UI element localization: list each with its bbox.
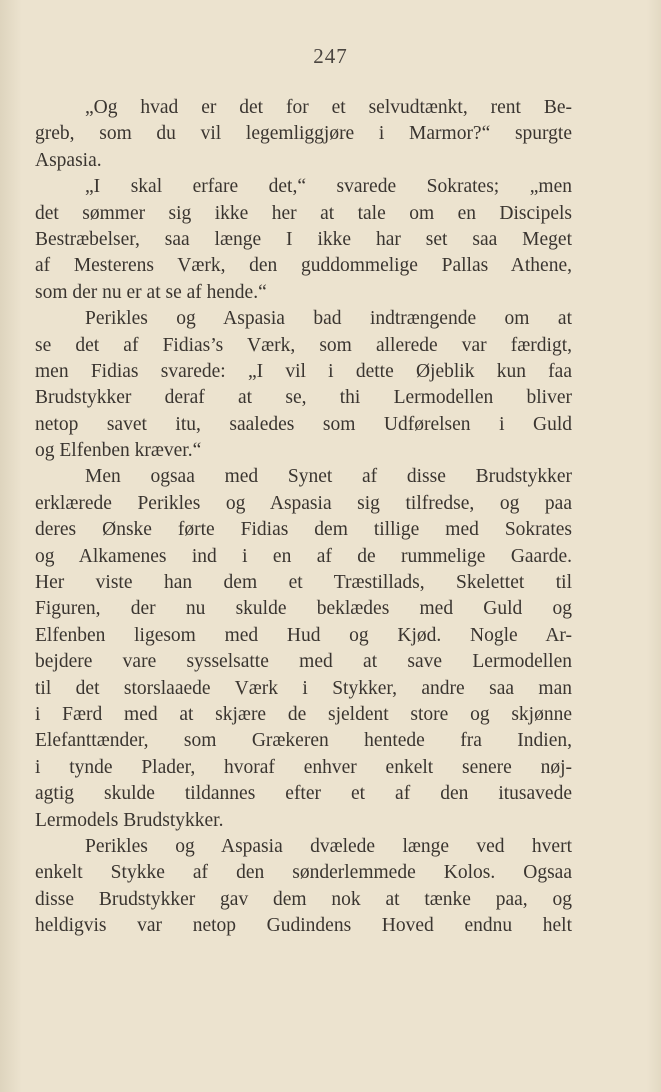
text-line: greb, som du vil legemliggjøre i Marmor?“ spurgte [35, 123, 572, 145]
text-line: i tynde Plader, hvoraf enhver enkelt senere nøj- [35, 756, 572, 778]
text-line: netop savet itu, saaledes som Udførelsen i Guld [35, 413, 572, 435]
page-number: 247 [313, 44, 348, 68]
text-line: Brudstykker deraf at se, thi Lermodellen bliver [35, 387, 572, 409]
text-line: erklærede Perikles og Aspasia sig tilfredse, og paa [35, 492, 572, 514]
text-line: men Fidias svarede: „I vil i dette Øjeblik kun faa [35, 360, 572, 382]
text-line: Elefanttænder, som Grækeren hentede fra Indien, [35, 730, 572, 752]
text-line: „I skal erfare det,“ svarede Sokrates; „men [85, 176, 572, 198]
text-line: i Færd med at skjære de sjeldent store og skjønne [35, 703, 572, 725]
text-line: Aspasia. [35, 149, 102, 171]
text-line: Her viste han dem et Træstillads, Skelettet til [35, 572, 572, 594]
text-line: se det af Fidias’s Værk, som allerede var færdigt, [35, 334, 572, 356]
text-line: og Elfenben kræver.“ [35, 440, 202, 462]
text-line: heldigvis var netop Gudindens Hoved endnu helt [35, 915, 572, 937]
text-line: Bestræbelser, saa længe I ikke har set saa Meget [35, 228, 572, 250]
body-text [35, 95, 572, 940]
text-line: Perikles og Aspasia dvælede længe ved hvert [85, 835, 572, 857]
text-line: agtig skulde tildannes efter et af den itusavede [35, 783, 572, 805]
text-line: som der nu er at se af hende.“ [35, 281, 267, 303]
text-line: til det storslaaede Værk i Stykker, andre saa man [35, 677, 572, 699]
text-line: af Mesterens Værk, den guddommelige Pallas Athene, [35, 255, 572, 277]
text-line: disse Brudstykker gav dem nok at tænke paa, og [35, 888, 572, 910]
text-line: Perikles og Aspasia bad indtrængende om at [85, 308, 572, 330]
text-line: Men ogsaa med Synet af disse Brudstykker [85, 466, 572, 488]
text-line: det sømmer sig ikke her at tale om en Discipels [35, 202, 572, 224]
text-line: Figuren, der nu skulde beklædes med Guld og [35, 598, 572, 620]
text-line: enkelt Stykke af den sønderlemmede Kolos. Ogsaa [35, 862, 572, 884]
text-line: bejdere vare sysselsatte med at save Lermodellen [35, 651, 572, 673]
text-line: „Og hvad er det for et selvudtænkt, rent Be- [85, 97, 572, 118]
text-line: deres Ønske førte Fidias dem tillige med Sokrates [35, 519, 572, 541]
text-line: og Alkamenes ind i en af de rummelige Gaarde. [35, 545, 572, 567]
text-line: Elfenben ligesom med Hud og Kjød. Nogle Ar- [35, 624, 572, 646]
text-line: Lermodels Brudstykker. [35, 809, 224, 831]
